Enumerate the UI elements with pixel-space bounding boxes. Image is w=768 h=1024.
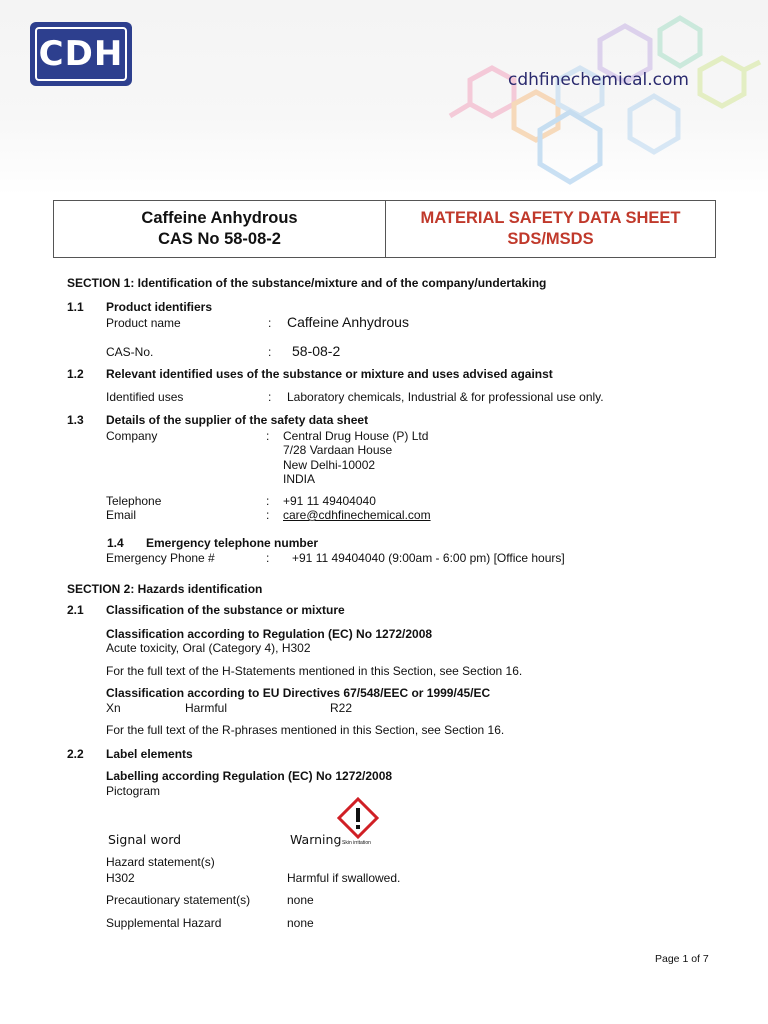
company-line: New Delhi-10002 [283,458,376,472]
email-label: Email [106,508,137,522]
s11-number: 1.1 [67,300,84,314]
exclamation-pictogram-icon [337,797,379,839]
company-line: INDIA [283,472,316,486]
s14-title: Emergency telephone number [146,536,319,550]
colon: : [266,508,270,522]
doc-type-title: MATERIAL SAFETY DATA SHEET [420,209,681,227]
s21-title: Classification of the substance or mixture [106,603,345,617]
colon: : [266,551,270,565]
signal-word-label: Signal word [108,832,182,847]
regulation-note: For the full text of the H-Statements mentioned in this Section, see Section 16. [106,664,523,678]
emergency-value: +91 11 49404040 (9:00am - 6:00 pm) [Office hours] [292,551,565,565]
s22-title: Label elements [106,747,193,761]
product-title: Caffeine Anhydrous [141,209,298,227]
uses-value: Laboratory chemicals, Industrial & for professional use only. [287,390,604,404]
eu-class: Harmful [185,701,228,715]
s13-title: Details of the supplier of the safety data sheet [106,413,369,427]
colon: : [266,429,270,443]
doc-sub-title: SDS/MSDS [507,230,594,248]
email-link[interactable]: care@cdhfinechemical.com [283,508,431,522]
colon: : [266,494,270,508]
telephone-label: Telephone [106,494,162,508]
pictogram-label: Pictogram [106,784,161,798]
cdh-logo [30,22,132,86]
eu-note: For the full text of the R-phrases mentioned in this Section, see Section 16. [106,723,505,737]
logo-text: CDH [35,27,127,81]
title-left-cell [54,201,386,257]
s14-number: 1.4 [107,536,124,550]
cas-title: CAS No 58-08-2 [158,230,281,248]
section2-heading: SECTION 2: Hazards identification [67,582,263,596]
s22-number: 2.2 [67,747,84,761]
s11-title: Product identifiers [106,300,213,314]
s21-number: 2.1 [67,603,84,617]
supplemental-label: Supplemental Hazard [106,916,222,930]
pictogram-caption: Skin irritation [342,840,371,846]
section1-heading: SECTION 1: Identification of the substance/mixture and of the company/undertaking [67,276,547,290]
eu-code: Xn [106,701,121,715]
hazard-statement-label: Hazard statement(s) [106,855,215,869]
eu-r-phrase: R22 [330,701,353,715]
s13-number: 1.3 [67,413,84,427]
labelling-title: Labelling according Regulation (EC) No 1272/2008 [106,769,393,783]
s12-title: Relevant identified uses of the substance or mixture and uses advised against [106,367,553,381]
molecule-artwork [430,0,768,195]
eu-directive-title: Classification according to EU Directives 67/548/EEC or 1999/45/EC [106,686,491,700]
cas-label: CAS-No. [106,345,154,359]
uses-label: Identified uses [106,390,184,404]
precautionary-label: Precautionary statement(s) [106,893,251,907]
colon: : [268,345,272,359]
title-right-cell [386,201,715,257]
supplemental-value: none [287,916,314,930]
signal-word-value: Warning [290,832,342,847]
colon: : [268,316,272,330]
company-line: 7/28 Vardaan House [283,443,393,457]
telephone-value: +91 11 49404040 [283,494,376,508]
precautionary-value: none [287,893,314,907]
title-table [53,200,716,258]
product-name-value: Caffeine Anhydrous [287,314,409,330]
h302-code: H302 [106,871,135,885]
product-name-label: Product name [106,316,181,330]
page-number: Page 1 of 7 [655,953,709,965]
company-line: Central Drug House (P) Ltd [283,429,429,443]
regulation-value: Acute toxicity, Oral (Category 4), H302 [106,641,311,655]
h302-text: Harmful if swallowed. [287,871,401,885]
regulation-title: Classification according to Regulation (EC) No 1272/2008 [106,627,433,641]
emergency-label: Emergency Phone # [106,551,215,565]
website-text: cdhfinechemical.com [508,70,689,90]
colon: : [268,390,272,404]
s12-number: 1.2 [67,367,84,381]
company-label: Company [106,429,158,443]
cas-value: 58-08-2 [292,343,341,359]
